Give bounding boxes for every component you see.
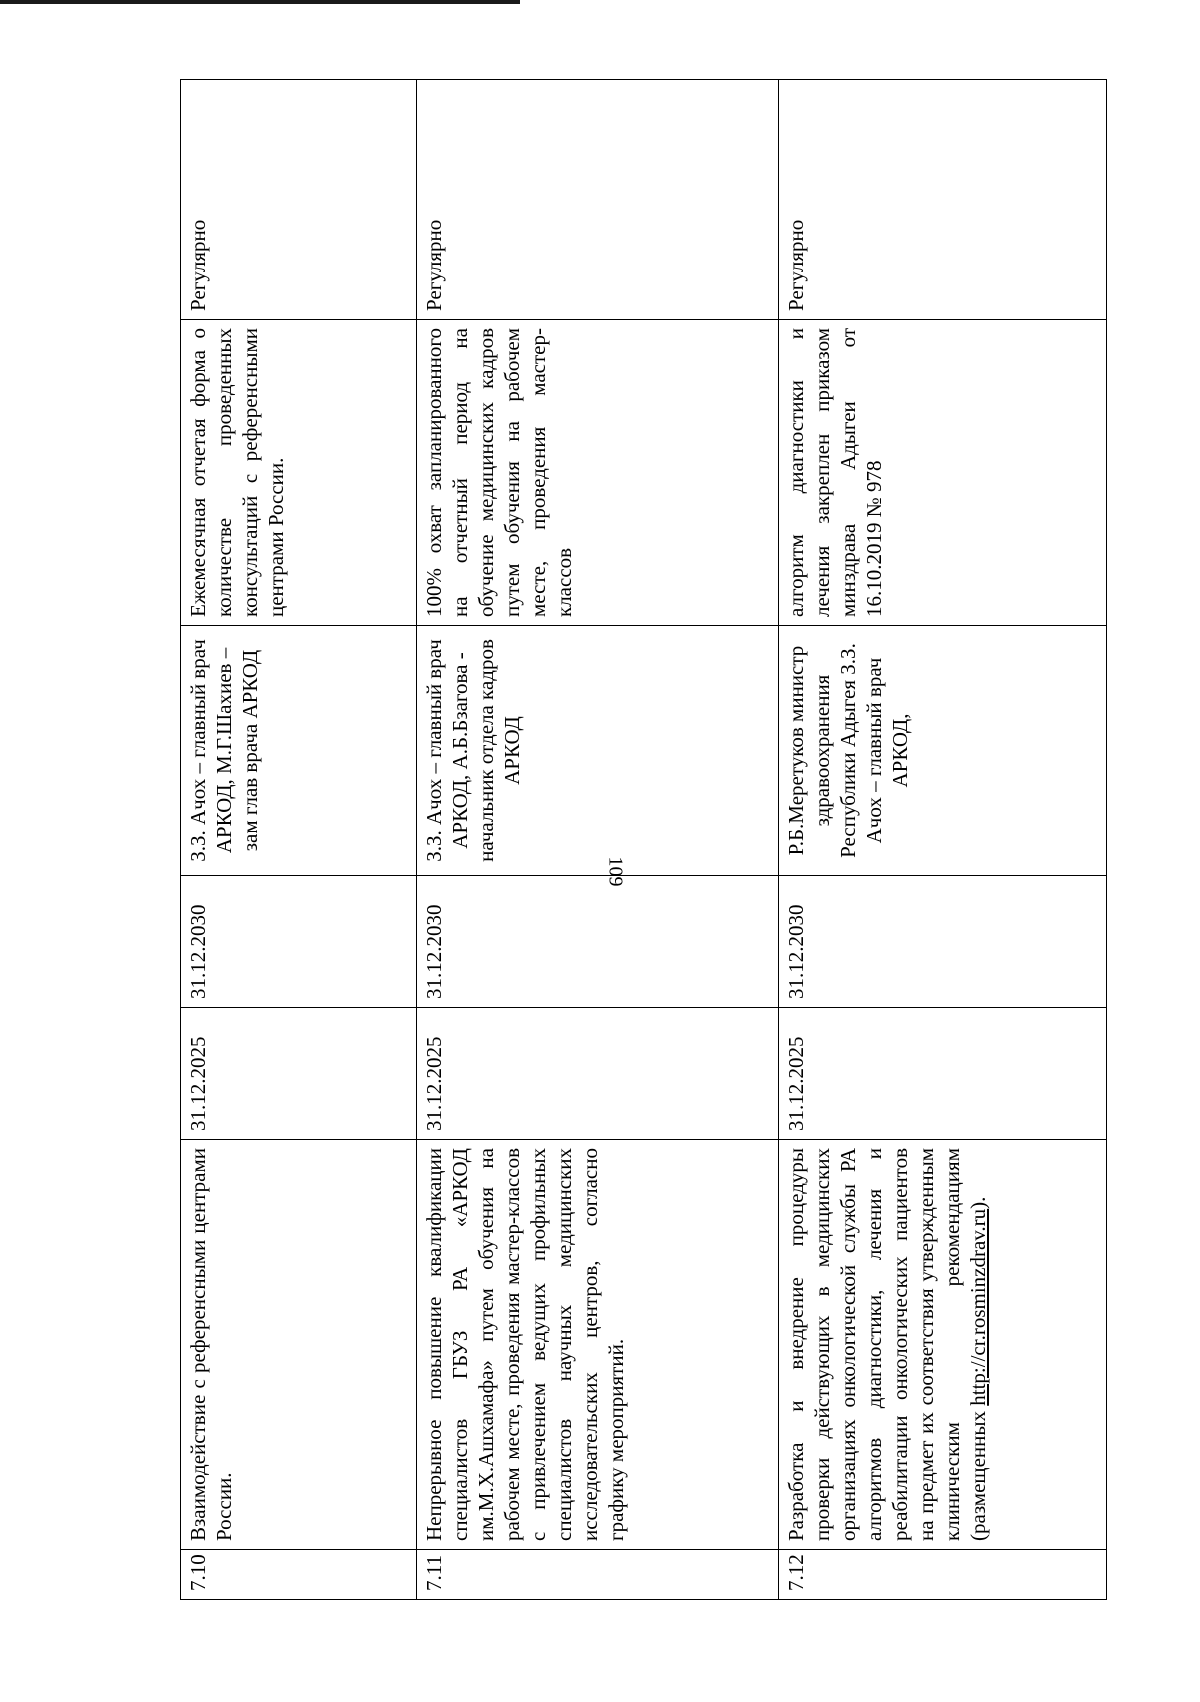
- table-row: [181, 80, 417, 1600]
- rotated-table-container: [180, 80, 1106, 1600]
- task-text: Разработка и внедрение процедуры проверки действующих в медицинских организациях онкологической службы РА алгоритмов диагностики, лечения и реабилитации онкологических пациентов на предмет их соответствия утвержденным клиническим рекомендациям (размещенных: [784, 1148, 990, 1541]
- end-date: 31.12.2030: [181, 876, 417, 1008]
- row-number: 7.10: [181, 1550, 417, 1600]
- periodicity: Регулярно: [181, 80, 417, 320]
- periodicity: Регулярно: [779, 80, 1107, 320]
- page-number: 109: [604, 856, 627, 887]
- row-number: 7.11: [417, 1550, 779, 1600]
- start-date: 31.12.2025: [417, 1008, 779, 1140]
- table-row: [417, 80, 779, 1600]
- periodicity: Регулярно: [417, 80, 779, 320]
- responsible-persons: Р.Б.Меретуков министр здравоохранения Республики Адыгея З.З. Ачох – главный врач АРКОД,: [779, 626, 1107, 876]
- task-description: Взаимодействие с референсными центрами России.: [181, 1140, 417, 1550]
- table-row: [779, 80, 1107, 1600]
- top-scan-rule: [0, 0, 520, 4]
- start-date: 31.12.2025: [779, 1008, 1107, 1140]
- task-description: Непрерывное повышение квалификации специалистов ГБУЗ РА «АРКОД им.М.Х.Ашхамафа» путем обучения на рабочем месте, проведения мастер-классов с привлечением ведущих профильных специалистов научных медицинских исследовательских центров, согласно графику мероприятий.: [417, 1140, 779, 1550]
- rosminzdrav-link[interactable]: http://cr.rosminzdrav.ru: [966, 1208, 990, 1406]
- activities-table: [180, 79, 1107, 1600]
- expected-result: алгоритм диагностики и лечения закреплен приказом минздрава Адыгеи от 16.10.2019 № 978: [779, 320, 1107, 626]
- expected-result: Ежемесячная отчетая форма о количестве проведенных консультаций с референсными центрами России.: [181, 320, 417, 626]
- responsible-persons: З.З. Ачох – главный врач АРКОД, М.Г.Шахиев – зам глав врача АРКОД: [181, 626, 417, 876]
- task-description: [779, 1140, 1107, 1550]
- start-date: 31.12.2025: [181, 1008, 417, 1140]
- expected-result: 100% охват запланированного на отчетный период на обучение медицинских кадров путем обучения на рабочем месте, проведения мастер-классов: [417, 320, 779, 626]
- responsible-persons: З.З. Ачох – главный врач АРКОД, А.Б.Бзагова - начальник отдела кадров АРКОД: [417, 626, 779, 876]
- end-date: 31.12.2030: [779, 876, 1107, 1008]
- row-number: 7.12: [779, 1550, 1107, 1600]
- end-date: 31.12.2030: [417, 876, 779, 1008]
- task-text-tail: ).: [966, 1196, 990, 1209]
